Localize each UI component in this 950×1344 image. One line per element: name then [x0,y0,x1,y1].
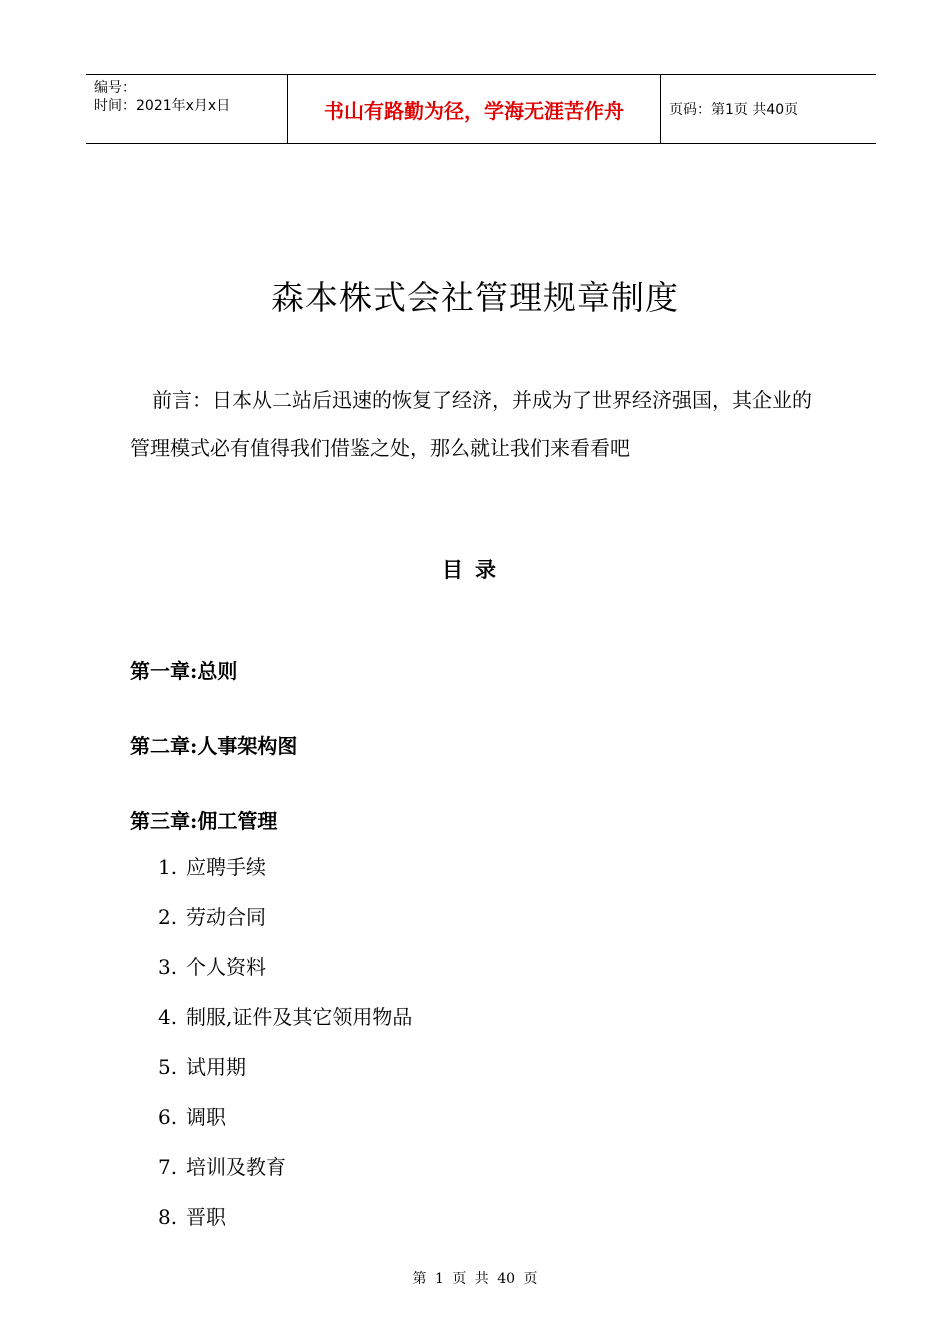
toc-item-text: 制服,证件及其它领用物品 [186,1005,413,1029]
toc-chapter-3: 第三章:佣工管理 [130,809,278,833]
toc-item-text: 试用期 [186,1055,246,1079]
toc-item [158,1102,412,1152]
toc-item-text: 晋职 [186,1205,226,1229]
header-meta [86,75,288,143]
document-number-label: 编号： [94,80,136,96]
toc-item [158,852,412,902]
toc-item [158,1152,412,1202]
toc-item-list [158,852,412,1252]
document-date: 时间：2021年x月x日 [94,98,231,114]
toc-item-text: 培训及教育 [186,1155,286,1179]
page-header [86,74,876,144]
toc-chapter-2: 第二章:人事架构图 [130,734,298,758]
toc-item-number: 7. [158,1155,178,1179]
toc-item-text: 劳动合同 [186,905,266,929]
toc-item-number: 2. [158,905,178,929]
page-footer: 第 1 页 共 40 页 [412,1271,538,1287]
toc-item [158,902,412,952]
header-page-info: 页码：第1页 共40页 [669,102,799,118]
toc-item-number: 5. [158,1055,178,1079]
toc-heading: 目录 [442,557,508,582]
header-motto: 书山有路勤为径，学海无涯苦作舟 [288,75,661,143]
toc-item-number: 3. [158,955,178,979]
preface-paragraph: 前言：日本从二站后迅速的恢复了经济，并成为了世界经济强国，其企业的管理模式必有值得我们借鉴之处，那么就让我们来看看吧 [130,388,812,460]
toc-item-text: 调职 [186,1105,226,1129]
toc-item-number: 4. [158,1005,178,1029]
toc-item-number: 1. [158,855,178,879]
toc-item-text: 应聘手续 [186,855,266,879]
toc-item-number: 6. [158,1105,178,1129]
toc-chapter-1: 第一章:总则 [130,659,238,683]
toc-item [158,1202,412,1252]
toc-item [158,1002,412,1052]
document-title: 森本株式会社管理规章制度 [271,278,679,317]
toc-item [158,952,412,1002]
toc-item-number: 8. [158,1205,178,1229]
toc-item [158,1052,412,1102]
toc-item-text: 个人资料 [186,955,266,979]
